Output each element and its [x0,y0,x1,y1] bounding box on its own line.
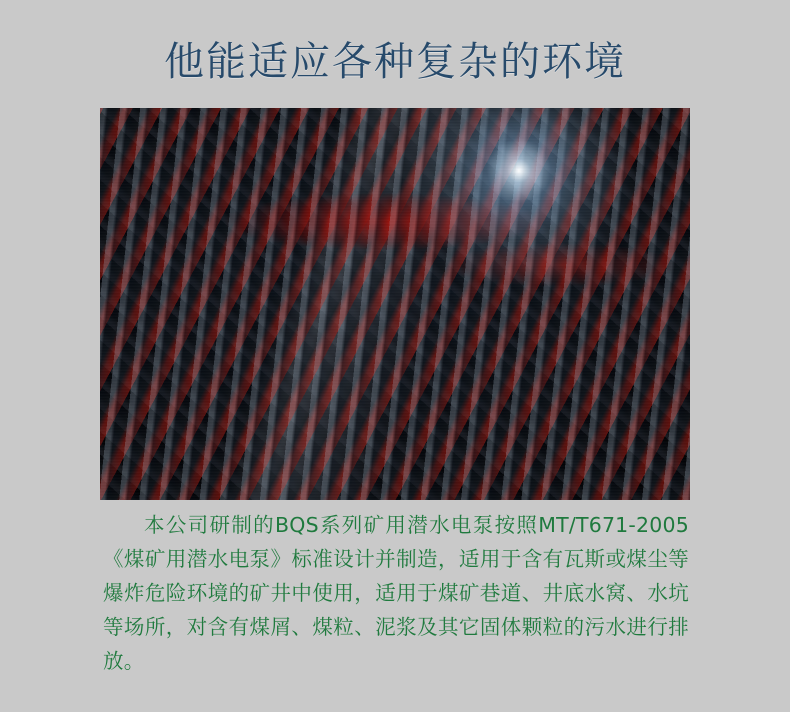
product-description-paragraph: 本公司研制的BQS系列矿用潜水电泵按照MT/T671-2005《煤矿用潜水电泵》标准设计并制造，适用于含有瓦斯或煤尘等爆炸危险环境的矿井中使用，适用于煤矿巷道、井底水窝、水坑等场所，对含有煤屑、煤粒、泥浆及其它固体颗粒的污水进行排放。 [103,513,689,673]
mine-tunnel-photo-surface [100,108,690,500]
mine-tunnel-image [100,108,690,500]
page-title: 他能适应各种复杂的环境 [164,39,626,85]
